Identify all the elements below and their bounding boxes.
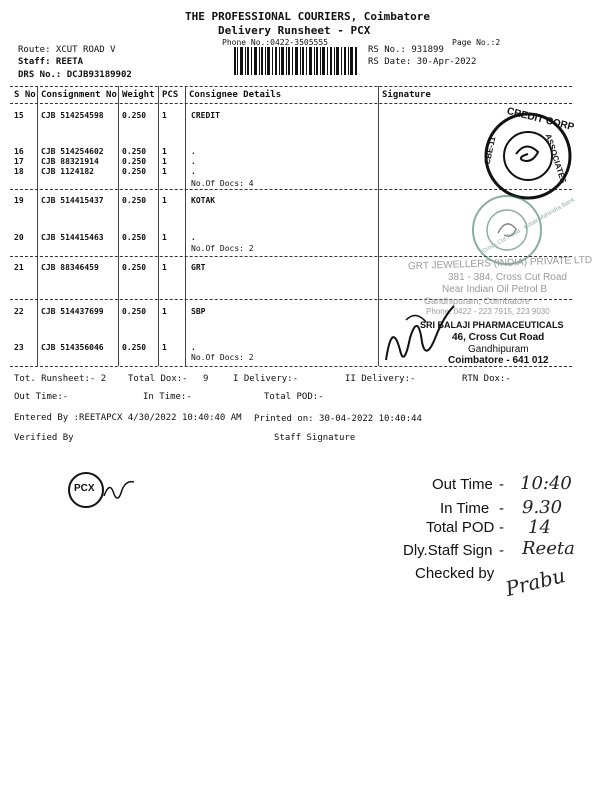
row-weight: 0.250 [122,196,147,205]
barcode [234,47,358,75]
row-sno: 15 [14,111,24,120]
table-bottom-rule [10,366,572,367]
row-consignee: SBP [191,307,206,316]
docs-count: No.Of Docs: 2 [191,244,254,253]
row-sno: 20 [14,233,24,242]
out-time-label: Out Time:- [14,392,69,402]
total-dox-label: Total Dox:- [128,374,188,384]
total-pod-label: Total POD:- [264,392,324,402]
col-divider [118,86,119,366]
stamp-credit-left: CBE-11 [482,135,498,166]
verified-by: Verified By [14,433,74,443]
row-pcs: 1 [162,233,167,242]
rs-date: RS Date: 30-Apr-2022 [368,57,477,67]
row-consignee: . [191,147,196,156]
row-pcs: 1 [162,196,167,205]
row-sno: 19 [14,196,24,205]
row-consignment: CJB 514356046 [41,343,104,352]
row-pcs: 1 [162,111,167,120]
row-weight: 0.250 [122,147,147,156]
col-divider [158,86,159,366]
col-header-sno: S No [14,90,36,100]
total-dox-value: 9 [203,374,209,384]
row-weight: 0.250 [122,307,147,316]
sbp-stamp-line3: Gandhipuram [468,344,529,355]
pcx-initials [102,478,138,502]
ii-delivery: II Delivery:- [345,374,416,384]
tot-runsheet: Tot. Runsheet:- 2 [14,374,107,384]
row-sno: 21 [14,263,24,272]
grt-stamp-line3: Near Indian Oil Petrol B [442,284,548,295]
row-consignee: . [191,343,196,352]
route: Route: XCUT ROAD V [18,45,116,55]
col-header-consignee: Consignee Details [189,90,282,100]
form-separator: - [499,500,504,517]
row-weight: 0.250 [122,343,147,352]
row-consignment: CJB 514415437 [41,196,104,205]
row-sno: 16 [14,147,24,156]
table-top-rule [10,86,572,87]
row-weight: 0.250 [122,263,147,272]
col-header-pcs: PCS [162,90,179,100]
row-pcs: 1 [162,147,167,156]
form-in-time-label: In Time [440,500,490,517]
grt-stamp-line1: GRT JEWELLERS (INDIA) PRIVATE LTD [407,254,593,273]
row-pcs: 1 [162,157,167,166]
pcx-stamp-text: PCX [74,483,95,494]
drs-number: DRS No.: DCJB93189902 [18,70,132,80]
form-in-time-value: 9.30 [522,497,563,518]
sbp-stamp-line2: 46, Cross Cut Road [452,332,545,343]
form-separator: - [499,519,504,536]
row-sno: 17 [14,157,24,166]
row-weight: 0.250 [122,167,147,176]
rtn-dox: RTN Dox:- [462,374,511,384]
row-pcs: 1 [162,307,167,316]
row-consignee: KOTAK [191,196,216,205]
credit-corp-stamp [482,105,576,202]
row-consignee: CREDIT [191,111,220,120]
grt-stamp-line4: Gandhipuram, Coimbatore [424,296,531,306]
row-weight: 0.250 [122,233,147,242]
form-total-pod-label: Total POD [426,519,495,536]
pcx-stamp [66,470,106,510]
row-consignment: CJB 88346459 [41,263,99,272]
col-divider [37,86,38,366]
runsheet-title: Delivery Runsheet - PCX [218,24,371,37]
row-pcs: 1 [162,167,167,176]
row-weight: 0.250 [122,157,147,166]
row-consignment: CJB 88321914 [41,157,99,166]
company-name: THE PROFESSIONAL COURIERS, Coimbatore [185,10,431,23]
row-consignment: CJB 1124182 [41,167,94,176]
stamp-credit-side: ASSOCIATES [543,132,568,185]
col-divider [185,86,186,366]
handwritten-signature [376,300,466,370]
staff-signature-label: Staff Signature [274,433,356,443]
in-time-label: In Time:- [143,392,192,402]
sbp-stamp-line1: SRI BALAJI PHARMACEUTICALS [420,320,564,330]
row-consignee: . [191,233,196,242]
col-header-weight: Weight [122,90,155,100]
form-separator: - [499,476,504,493]
rs-number: RS No.: 931899 [368,45,444,55]
form-total-pod-value: 14 [528,517,551,538]
row-sno: 18 [14,167,24,176]
printed-on: Printed on: 30-04-2022 10:40:44 [254,414,422,424]
row-consignment: CJB 514437699 [41,307,104,316]
form-checked-by-value: Prabu [502,563,568,601]
docs-count: No.Of Docs: 2 [191,353,254,362]
row-consignee: . [191,157,196,166]
row-consignee: . [191,167,196,176]
entered-by: Entered By :REETAPCX 4/30/2022 10:40:40 AM [14,413,242,423]
grt-stamp-line5: Phone: 0422 - 223 7915, 223 9030 [426,307,550,316]
sbp-stamp-line4: Coimbatore - 641 012 [448,355,549,366]
stamp-kotak-ring: Cross Cut Road · Kotak Mahindra Bank [481,197,576,255]
row-consignee: GRT [191,263,206,272]
row-consignment: CJB 514254602 [41,147,104,156]
form-checked-by-label: Checked by [415,565,495,582]
row-pcs: 1 [162,263,167,272]
row-consignment: CJB 514415463 [41,233,104,242]
col-header-consignment: Consignment No [41,90,117,100]
docs-count: No.Of Docs: 4 [191,179,254,188]
staff: Staff: REETA [18,57,84,67]
i-delivery: I Delivery:- [233,374,299,384]
phone-number: Phone No.:0422-3505555 [222,38,328,47]
form-staff-sign-label: Dly.Staff Sign [403,542,493,559]
form-separator: - [499,542,504,559]
row-pcs: 1 [162,343,167,352]
form-out-time-value: 10:40 [520,473,572,494]
form-out-time-label: Out Time [432,476,493,493]
page-number: Page No.:2 [452,38,501,47]
row-sno: 22 [14,307,24,316]
form-staff-sign-value: Reeta [522,538,575,559]
table-header-rule [10,103,572,104]
row-consignment: CJB 514254598 [41,111,104,120]
col-header-signature: Signature [382,90,431,100]
stamp-credit-top: CREDIT CORP [505,105,576,134]
grt-stamp-line2: 381 - 384, Cross Cut Road [448,272,567,283]
row-weight: 0.250 [122,111,147,120]
row-sno: 23 [14,343,24,352]
